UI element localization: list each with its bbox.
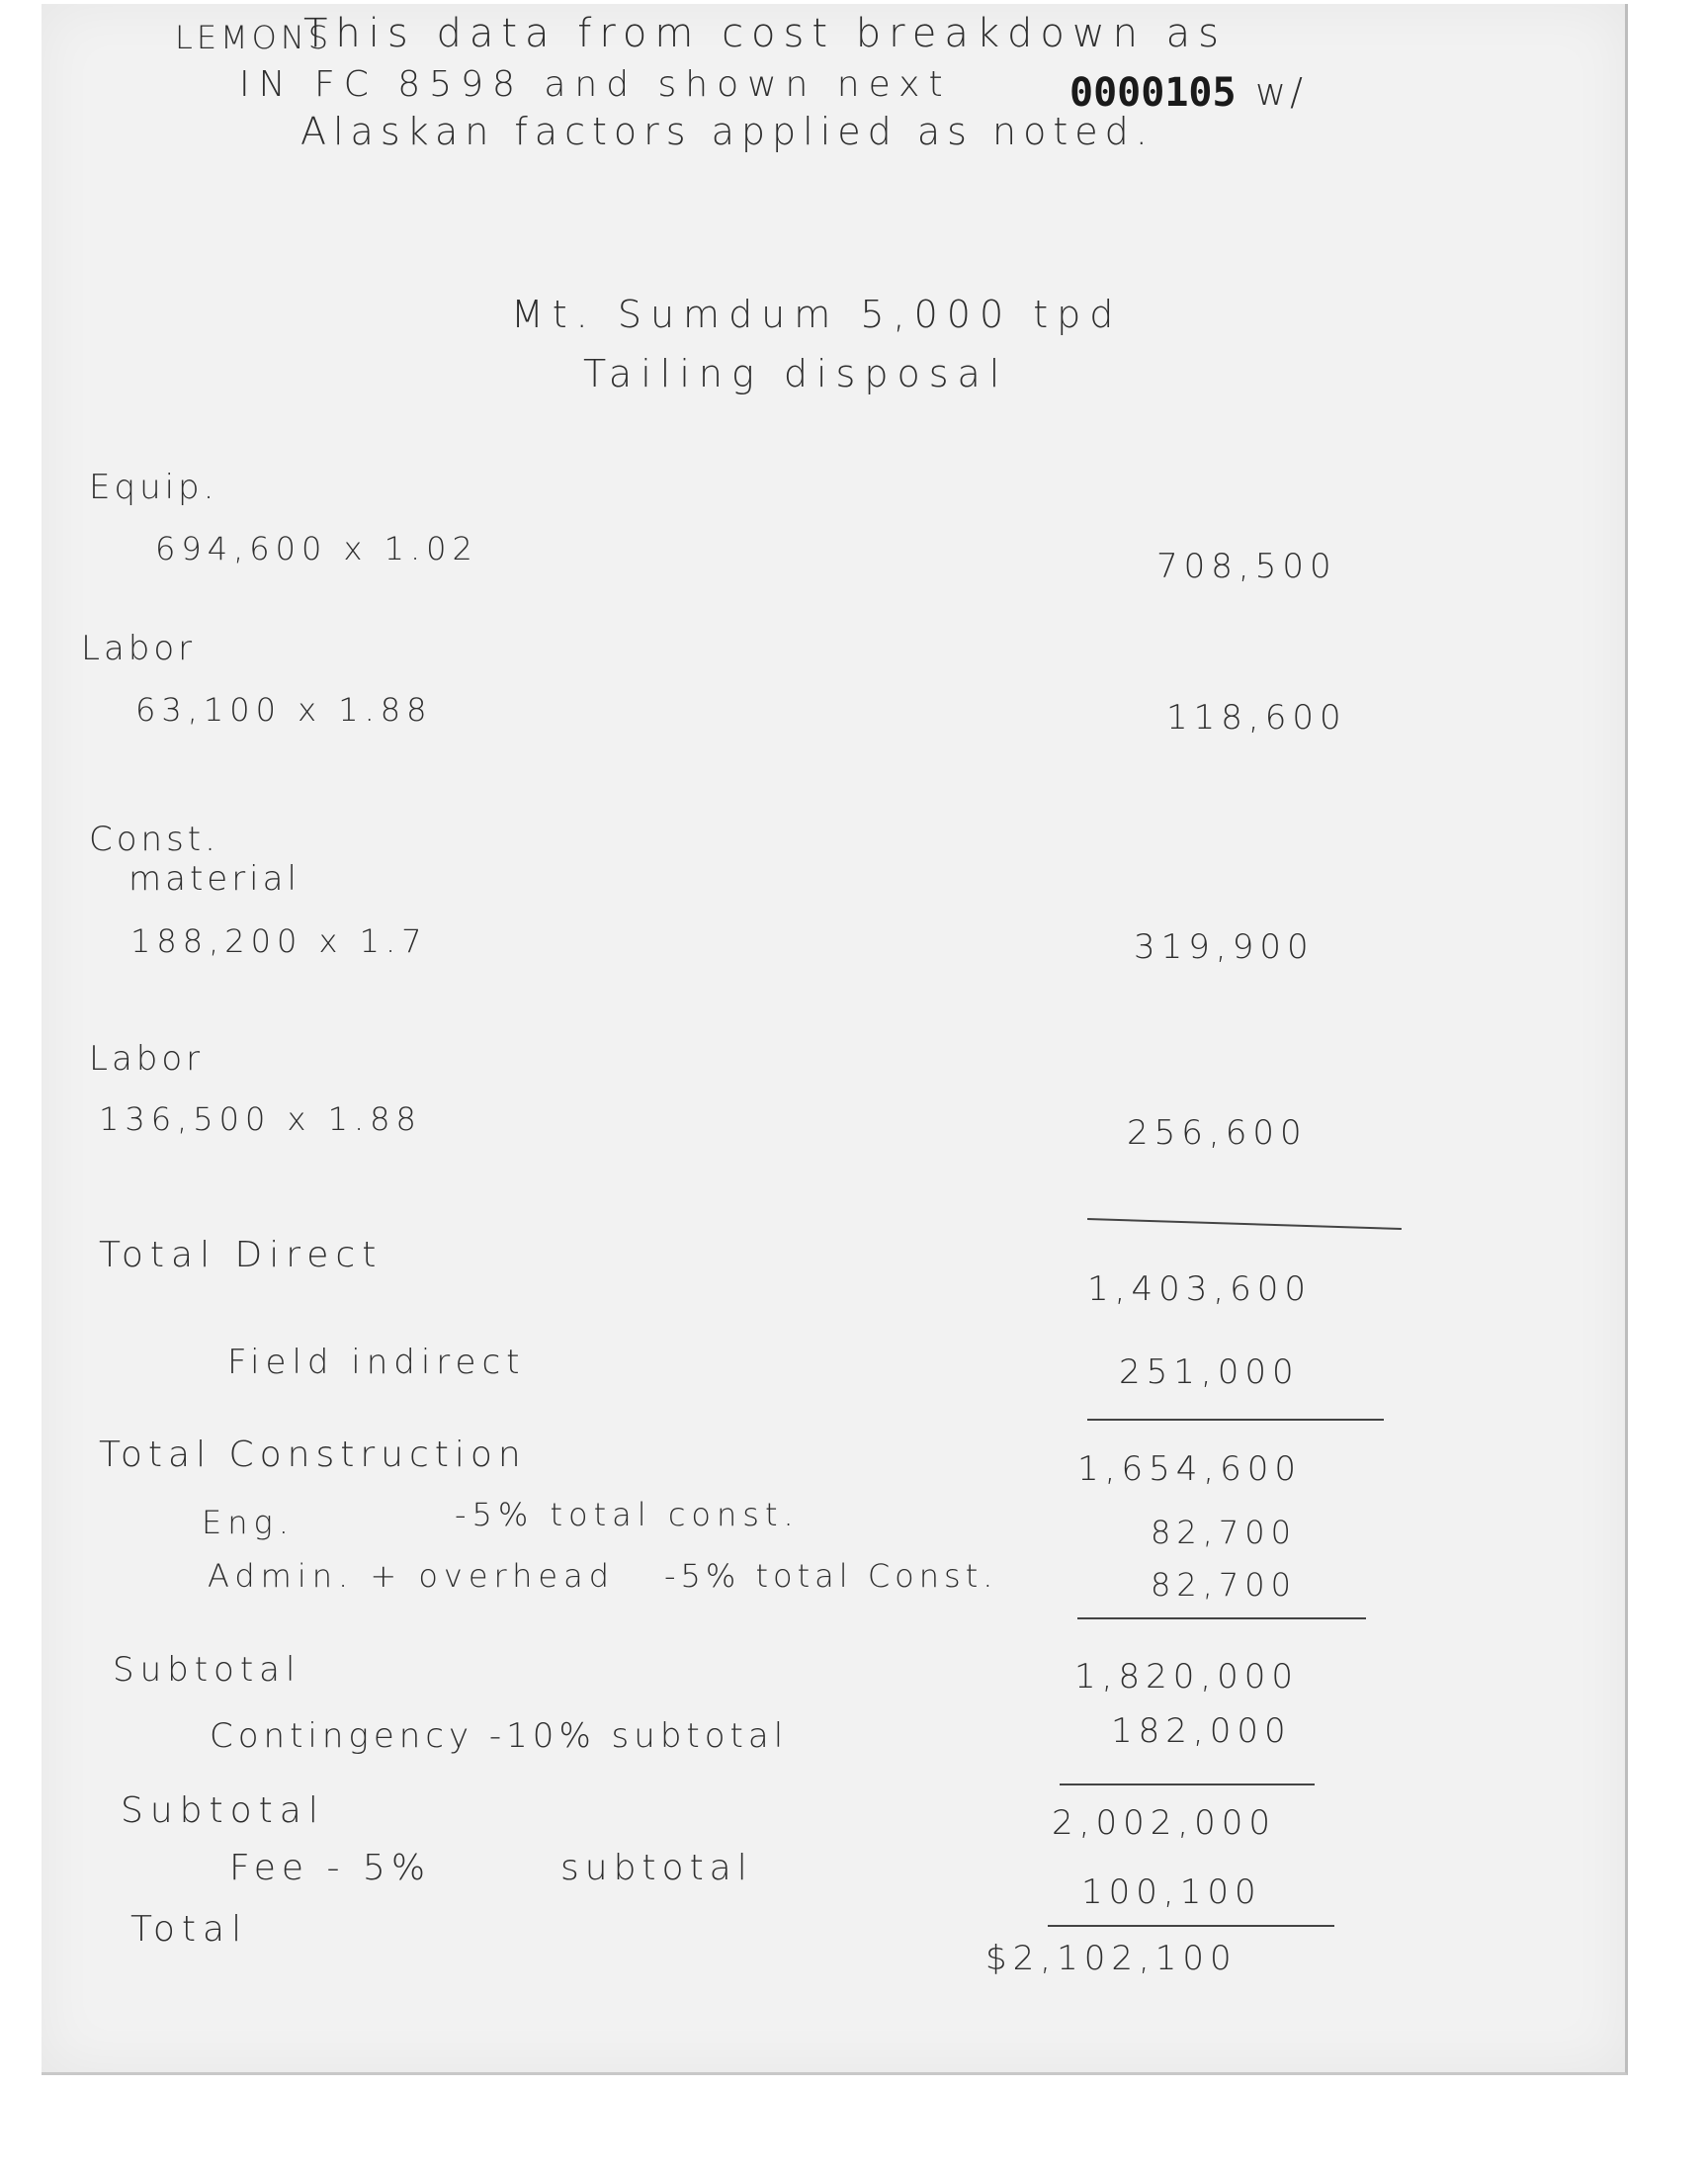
summary-amount: 100,100 bbox=[1081, 1872, 1262, 1912]
summary-amount: 182,000 bbox=[1111, 1711, 1292, 1751]
summary-label: Contingency -10% subtotal bbox=[210, 1716, 789, 1756]
item-calc: 188,200 x 1.7 bbox=[130, 922, 428, 960]
sum-rule bbox=[1087, 1419, 1384, 1421]
item-calc: 136,500 x 1.88 bbox=[99, 1100, 422, 1138]
item-calc: 694,600 x 1.02 bbox=[155, 530, 478, 567]
item-amount: 708,500 bbox=[1156, 547, 1337, 586]
item-sublabel: material bbox=[128, 859, 300, 899]
header-line-1: This data from cost breakdown as bbox=[303, 11, 1228, 56]
summary-amount: 82,700 bbox=[1151, 1514, 1297, 1551]
header-line-2: IN FC 8598 and shown next bbox=[239, 64, 952, 105]
sum-rule bbox=[1060, 1784, 1315, 1785]
summary-label: Subtotal bbox=[121, 1790, 325, 1831]
title-line-2: Tailing disposal bbox=[583, 352, 1009, 395]
summary-label: Total Direct bbox=[99, 1235, 384, 1275]
summary-label: Total Construction bbox=[99, 1435, 527, 1475]
item-label: Equip. bbox=[89, 468, 218, 507]
summary-note: subtotal bbox=[560, 1848, 753, 1888]
item-amount: 118,600 bbox=[1166, 698, 1347, 738]
header-line-3: Alaskan factors applied as noted. bbox=[300, 110, 1154, 153]
item-calc: 63,100 x 1.88 bbox=[135, 691, 433, 729]
summary-amount: 82,700 bbox=[1151, 1566, 1297, 1604]
summary-label: Fee - 5% bbox=[229, 1848, 432, 1888]
summary-amount: 2,002,000 bbox=[1052, 1803, 1277, 1843]
summary-label: Field indirect bbox=[227, 1343, 526, 1382]
summary-note: -5% total const. bbox=[455, 1496, 800, 1533]
item-label: Const. bbox=[89, 820, 219, 859]
page-number-stamp: 0000105 bbox=[1069, 70, 1237, 116]
header-line-2-end: w/ bbox=[1255, 70, 1307, 114]
total-amount: $2,102,100 bbox=[985, 1939, 1238, 1978]
summary-note: -5% total Const. bbox=[664, 1557, 998, 1595]
summary-label: Eng. bbox=[202, 1504, 295, 1541]
sum-rule bbox=[1077, 1617, 1366, 1619]
sum-rule bbox=[1048, 1925, 1334, 1927]
title-line-1: Mt. Sumdum 5,000 tpd bbox=[511, 293, 1123, 336]
item-label: Labor bbox=[89, 1039, 205, 1079]
document-page bbox=[42, 4, 1628, 2075]
summary-amount: 1,403,600 bbox=[1087, 1269, 1313, 1309]
item-amount: 256,600 bbox=[1127, 1113, 1308, 1153]
summary-amount: 1,654,600 bbox=[1077, 1449, 1303, 1489]
author-name: LEMONS bbox=[175, 19, 333, 56]
summary-label: Total bbox=[130, 1909, 249, 1950]
summary-label: Subtotal bbox=[113, 1650, 301, 1690]
summary-amount: 1,820,000 bbox=[1074, 1657, 1300, 1696]
summary-amount: 251,000 bbox=[1119, 1352, 1300, 1392]
summary-label: Admin. + overhead bbox=[208, 1557, 615, 1595]
sum-rule bbox=[1087, 1218, 1402, 1230]
item-amount: 319,900 bbox=[1134, 927, 1315, 967]
item-label: Labor bbox=[81, 629, 197, 668]
